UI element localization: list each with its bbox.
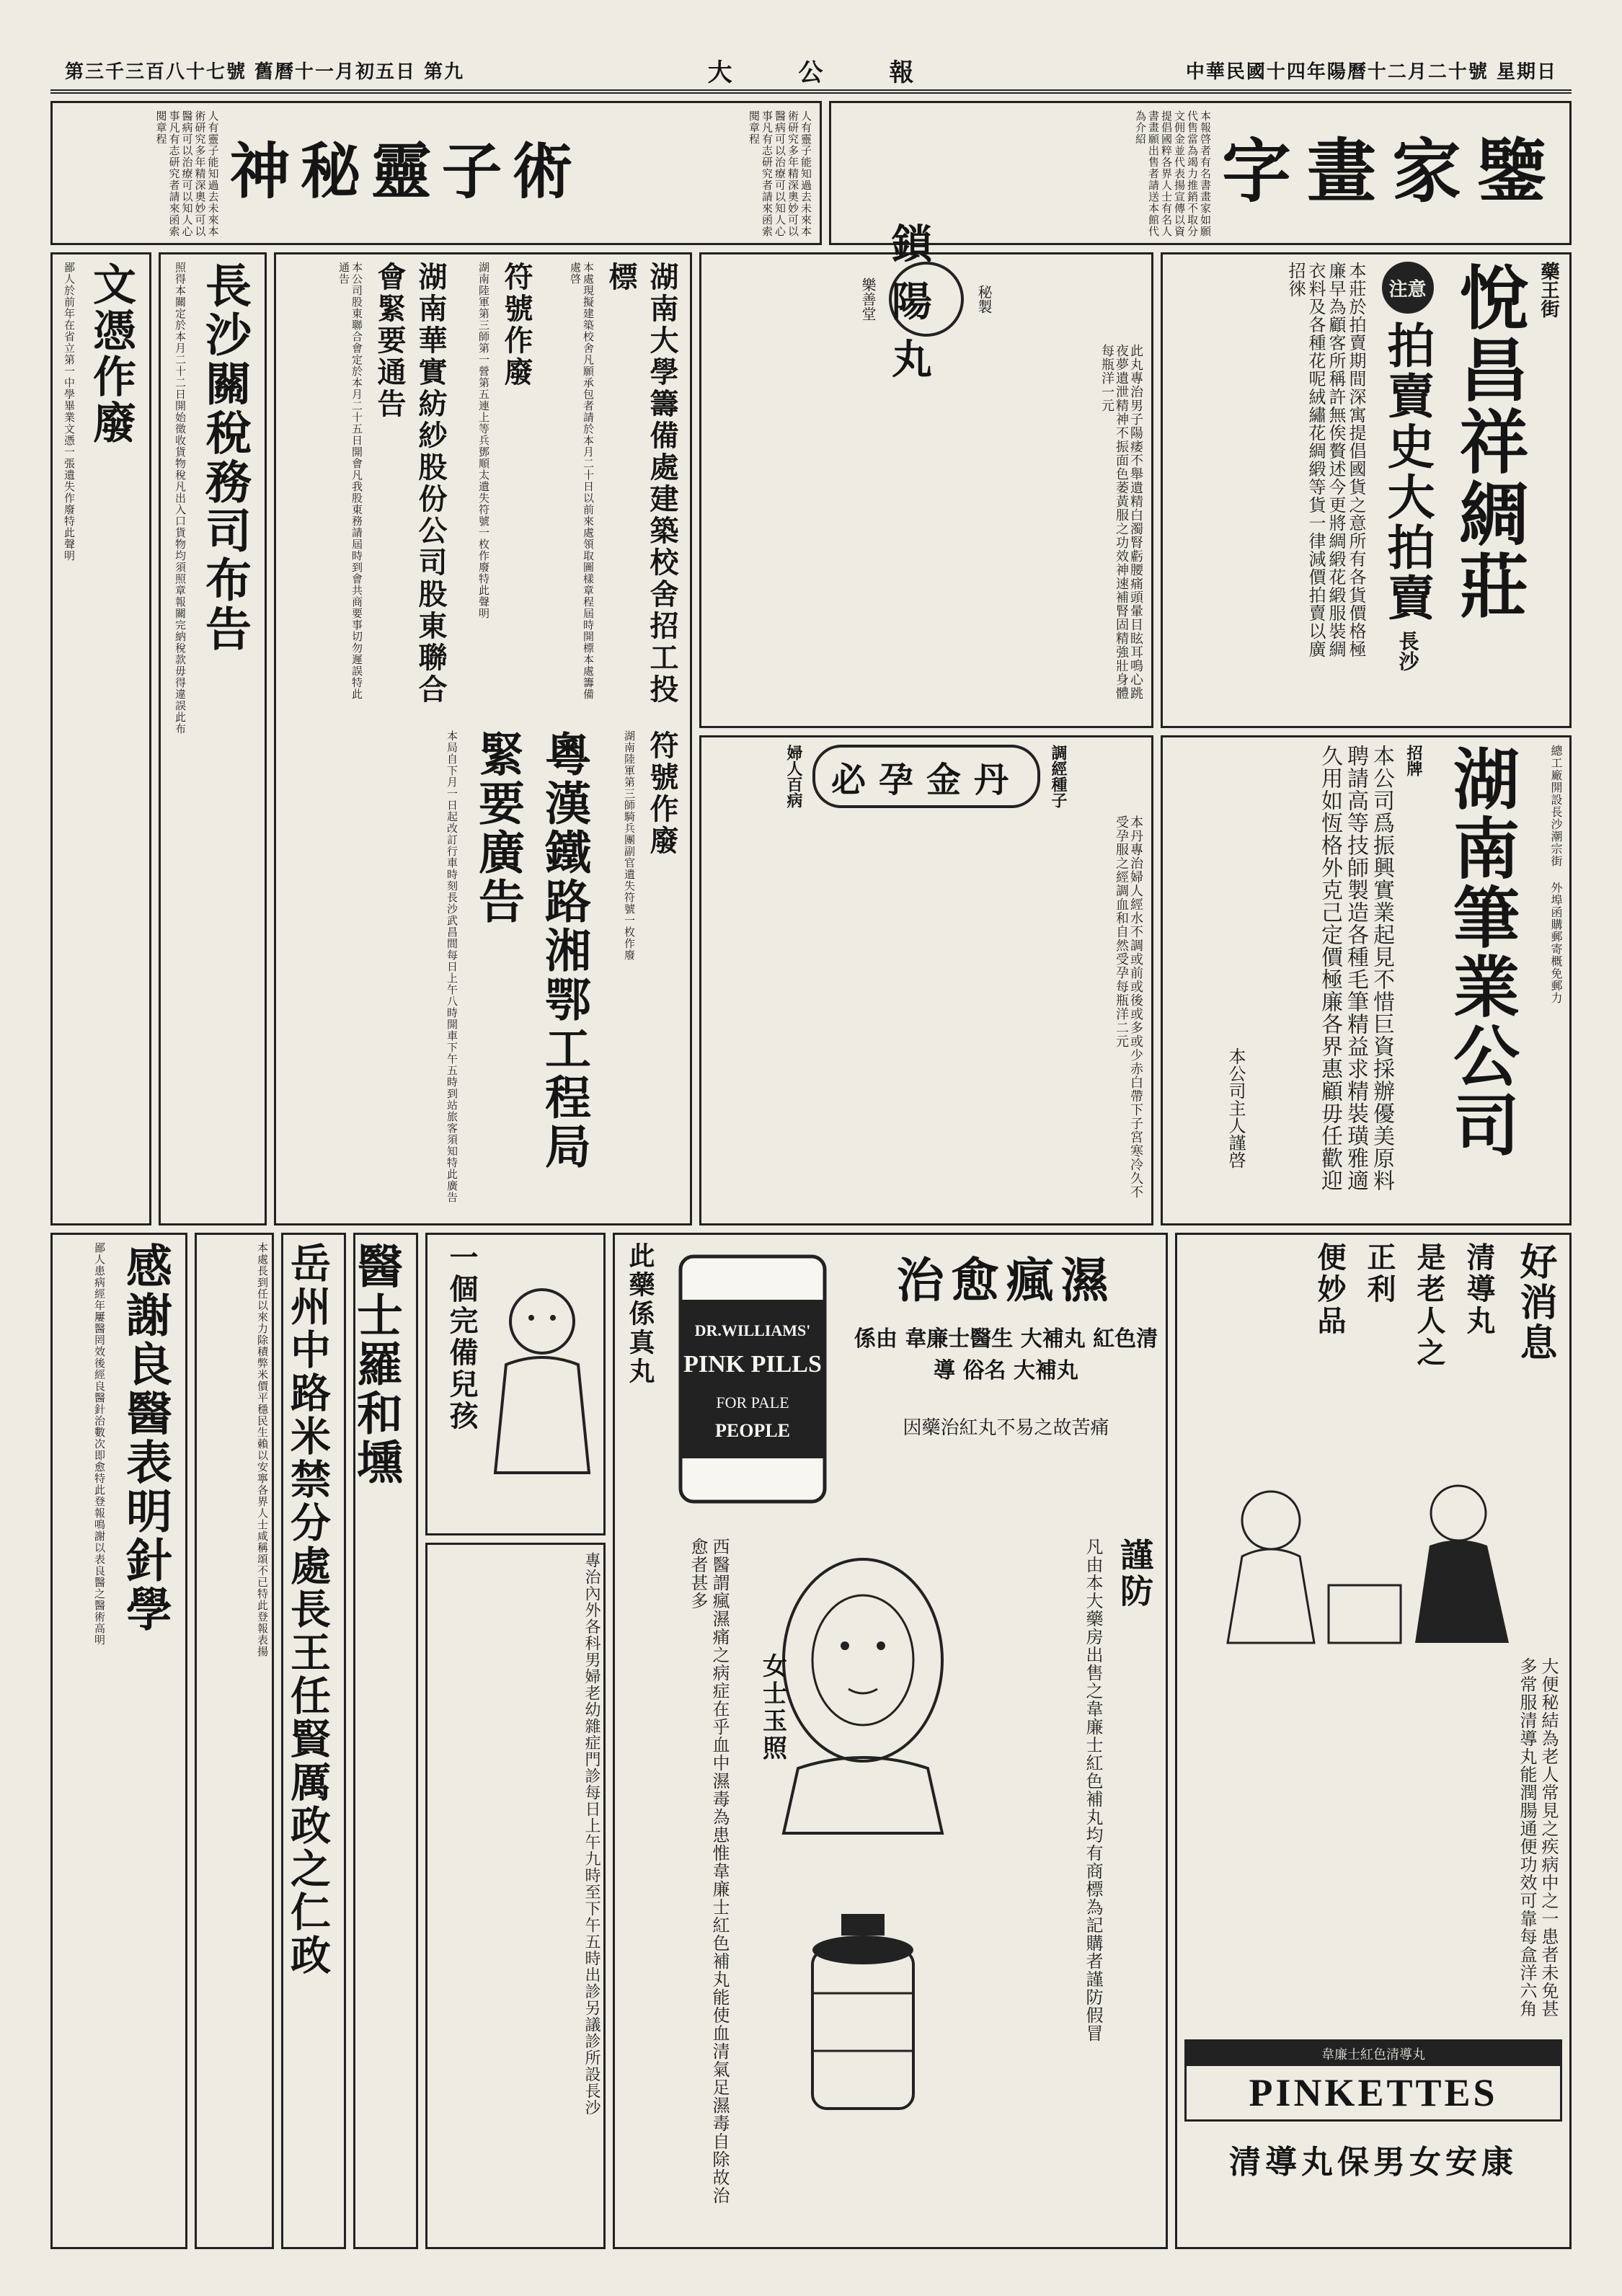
svg-text:PINK PILLS: PINK PILLS xyxy=(683,1351,822,1378)
laxative-label: PINKETTES xyxy=(1249,2071,1498,2114)
notice-2-title: 符號作廢 xyxy=(500,262,533,389)
pink-pills-warning: 謹防 xyxy=(1115,1538,1154,1610)
pink-pills-left-body: 西醫謂瘋濕痛之病症在乎血中濕毒為患惟韋廉士紅色補丸能使血清氣足濕毒自除故治愈者甚多 xyxy=(688,1538,730,2204)
pink-pills-jar-body: 凡由本大藥房出售之韋廉士紅色補丸均有商標為記購者謹防假冒 xyxy=(1083,1538,1103,2042)
changsha-customs-title: 長沙關稅務司布告 xyxy=(198,262,252,654)
silk-shop-headline: 拍賣史大拍賣 xyxy=(1379,321,1435,624)
rice-notice-body-box xyxy=(195,1233,274,2249)
suoyang-title-circles xyxy=(889,221,964,384)
laxative-footer: 清導丸保男女安康 xyxy=(1229,2144,1517,2181)
notice-1-title: 湖南大學籌備處建築校舍招工投標 xyxy=(604,262,679,706)
pink-pills-quote: 此藥係真丸 xyxy=(625,1242,655,1386)
suoyang-tag: 樂善堂 xyxy=(859,278,877,321)
pill-bottle-illustration xyxy=(666,1242,846,1523)
laxative-label-cn: 韋廉士紅色清導丸 xyxy=(1187,2042,1560,2066)
rice-notice-heading: 岳州中路米禁分處長王任賢厲政之仁政 xyxy=(284,1242,332,1977)
notice-2 xyxy=(461,262,537,723)
silk-shop-street: 藥王街 xyxy=(1538,262,1559,318)
medicine-jar-illustration xyxy=(798,1907,928,2123)
pink-pills-bottom: 因藥治紅丸不易之故苦痛 xyxy=(903,1417,1109,1439)
silk-shop-name: 悅昌祥綢莊 xyxy=(1448,262,1530,622)
brush-company-signoff: 本公司主人謹啓 xyxy=(1226,1047,1246,1169)
doctor-luo-heading: 醫士羅和壎 xyxy=(349,1242,403,1487)
silk-shop-location: 長沙 xyxy=(1396,631,1420,671)
brush-company-name: 湖南筆業公司 xyxy=(1442,745,1520,1160)
notice-1 xyxy=(547,262,683,723)
changsha-customs-body: 照得本關定於本月二十二日開始徵收貨物稅凡出入口貨物均須照章報關完納稅款毋得違誤此布 xyxy=(174,262,187,735)
doctor-consultation-illustration xyxy=(1184,1463,1559,1650)
spirit-art-ad-title: 神秘靈子術 xyxy=(229,136,583,207)
notice-3-title: 湖南華實紡紗股份公司股東聯合會緊要通告 xyxy=(373,262,448,706)
doctor-thanks-notice xyxy=(50,1233,187,2249)
laxative-line-4: 便妙品 xyxy=(1313,1242,1347,1337)
laxative-line-3: 正利 xyxy=(1362,1242,1396,1306)
svg-text:DR.WILLIAMS': DR.WILLIAMS' xyxy=(694,1321,811,1339)
laxative-label-box xyxy=(1184,2039,1562,2122)
doctor-thanks-body: 鄙人患病經年屢醫罔效後經良醫針治數次即愈特此登報鳴謝以表良醫之醫術高明 xyxy=(93,1242,106,1646)
doctor-luo-body: 專治內外各科男婦老幼雜症門診每日上午九時至下午五時出診另議診所設長沙 xyxy=(582,1552,601,2116)
doctor-thanks-heading: 感謝良醫表明針學 xyxy=(118,1242,172,1634)
notice-3-body: 本公司股東聯合會定於本月二十五日開會凡我股東務請屆時到會共商要事切勿遲誤特此通告 xyxy=(337,262,363,700)
notices-column xyxy=(274,252,692,1225)
suoyang-subtitle: 秘製 xyxy=(975,285,993,314)
bizi-sub1: 調經種子 xyxy=(1049,745,1068,808)
masthead xyxy=(50,50,1572,94)
brush-company-address: 總工廠開設長沙潮宗街 外埠函購郵寄概免郵力 xyxy=(1549,745,1563,1004)
rice-notice-body: 本處長到任以來力除積弊米價平穩民生賴以安寧各界人士咸稱頌不已特此登報表揚 xyxy=(256,1242,269,1657)
masthead-date: 中華民國十四年陽曆十二月二十號 星期日 xyxy=(1185,61,1557,83)
suoyang-body: 此丸專治男子陽痿不舉遺精白濁腎虧腰痛頭暈目眩耳鳴心跳夜夢遺泄精神不振面色萎黃服之功效神速補腎固精強壯身體每瓶洋一元 xyxy=(1099,344,1143,700)
notice-5 xyxy=(372,730,597,1216)
diploma-void-title: 文憑作廢 xyxy=(86,262,136,446)
doctor-luo-body-box xyxy=(425,1543,606,2249)
masthead-issue: 第三千三百八十七號 舊曆十一月初五日 第九 xyxy=(65,61,465,83)
notice-5-title: 粵漢鐵路湘鄂工程局緊要廣告 xyxy=(471,730,591,1171)
notice-4-title: 符號作廢 xyxy=(645,730,679,857)
bizi-title: 必孕金丹 xyxy=(812,745,1040,808)
rice-notice xyxy=(281,1233,346,2249)
bizi-pill-ad xyxy=(699,735,1153,1225)
spirit-art-ad-body-left: 人有靈子能知過去未來本術研究多年精深奧妙可以醫病可以治療可以知人心事凡有志研究者請來函索閱章程 xyxy=(154,110,220,237)
notice-1-body: 本處現擬建築校舍凡願承包者請於本月二十日以前來處領取圖樣章程屆時開標本處籌備處啓 xyxy=(569,262,595,700)
notice-5-body: 本局自下月一日起改訂行車時刻長沙武昌間每日上午八時開車下午五時到站旅客須知特此廣告 xyxy=(446,730,458,1203)
laxative-body: 大便秘結為老人常見之疾病中之一患者未免甚多常服清導丸能潤腸通便功效可靠每盒洋六角 xyxy=(1517,1657,1559,2018)
brush-company-body: 本公司爲振興實業起見不惜巨資採辦優美原料聘請高等技師製造各種毛筆精益求精裝璜雅適久用如恆格外克己定價極廉各界惠顧毋任歡迎 xyxy=(1317,745,1394,1192)
svg-text:PEOPLE: PEOPLE xyxy=(714,1420,791,1441)
silk-shop-ad xyxy=(1161,252,1572,728)
silk-shop-badge: 注意 xyxy=(1382,262,1434,314)
notice-4-body: 湖南陸軍第三師騎兵團副官遺失符號一枚作廢 xyxy=(623,730,636,961)
silk-shop-body: 本莊於拍賣期間深寓提倡國貨之意所有各貨價格極廉早為顧客所稱許無俟贅述今更將綢緞花緞服裝綢衣料及各種花呢絨繡花綢緞等貨一律減價拍賣以廣招徠 xyxy=(1285,262,1366,658)
laxative-pill-ad xyxy=(1175,1233,1572,2249)
notice-2-body: 湖南陸軍第三師第一營第五連上等兵鄧順太遺失符號一枚作廢特此聲明 xyxy=(477,262,490,619)
suoyang-title: 鎖陽丸 xyxy=(889,262,964,337)
baby-ad xyxy=(425,1233,606,1535)
pink-pills-title: 治愈瘋濕 xyxy=(896,1252,1116,1308)
bizi-body: 本丹專治婦人經水不調或前或後或多或少赤白帶下子宮寒冷久不受孕服之經調血和自然受孕每瓶洋二元 xyxy=(1114,815,1143,1199)
suoyang-pill-ad xyxy=(699,221,1153,728)
spirit-art-ad xyxy=(50,101,822,245)
laxative-line-1: 清導丸 xyxy=(1462,1242,1496,1337)
brush-company-ad xyxy=(1161,735,1572,1225)
spirit-art-ad-body-right: 人有靈子能知過去未來本術研究多年精深奧妙可以醫病可以治療可以知人心事凡有志研究者請來函索閱章程 xyxy=(748,110,812,237)
calligraphy-ad-body: 本報啓者有名書畫家如願代售當為竭力推銷不取分文佣金並代表揚宣傳以資提倡國粹各界人士有名人書畫願出售者請送本館代為介紹 xyxy=(1134,110,1212,237)
laxative-line-2: 是老人之 xyxy=(1412,1242,1446,1369)
notice-4 xyxy=(607,730,683,1216)
bizi-sub2: 婦人百病 xyxy=(784,745,803,808)
pink-pills-sub: 係由 韋廉士醫生 大補丸 紅色清導 俗名 大補丸 xyxy=(854,1326,1158,1383)
brush-company-sign: 招牌 xyxy=(1404,745,1423,776)
pink-pills-ad xyxy=(613,1233,1168,2249)
baby-ad-title: 一個完備兒孩 xyxy=(445,1242,479,1432)
lady-portrait-caption: 女士玉照 xyxy=(758,1653,787,1763)
newspaper-page xyxy=(50,50,1572,2249)
masthead-paper-name: 大 公 報 xyxy=(707,58,943,87)
changsha-customs-notice xyxy=(159,252,267,1225)
notice-3 xyxy=(320,262,451,723)
diploma-void-notice xyxy=(50,252,151,1225)
svg-text:FOR PALE: FOR PALE xyxy=(716,1393,789,1411)
doctor-luo-ad xyxy=(349,1233,418,2249)
diploma-void-body: 鄙人於前年在省立第一中學畢業文憑一張遺失作廢特此聲明 xyxy=(63,262,76,562)
laxative-headline-block xyxy=(1184,1242,1562,1458)
calligraphy-ad-title: 字畫家鑒 xyxy=(1222,130,1562,212)
laxative-title: 好消息 xyxy=(1513,1242,1557,1363)
baby-illustration xyxy=(488,1242,596,1523)
